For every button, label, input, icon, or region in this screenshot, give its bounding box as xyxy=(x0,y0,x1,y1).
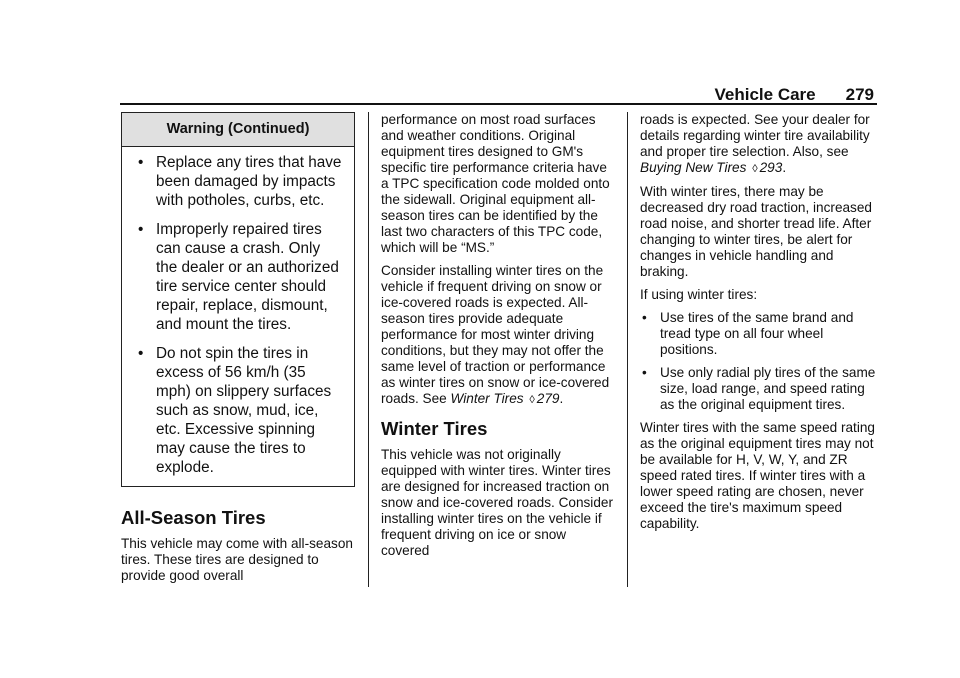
winter-intro: This vehicle was not originally equipped with winter tires. Winter tires are designed for increased traction on snow and ice-covered roads. Consider installing winter tires on the vehicle if frequent driving on ice or snow covered xyxy=(381,447,613,558)
all-season-continued: performance on most road surfaces and weather conditions. Original equipment tires designed to GM's specific tire performance criteria have a TPC specification code molded onto the sidewall. Original equipment all-season tires can be identified by the last two characters of this TPC code, which will be “MS.” xyxy=(381,112,610,255)
column-1 xyxy=(121,112,357,591)
bullet-icon: • xyxy=(138,221,144,238)
section-title: Vehicle Care xyxy=(714,85,816,104)
all-season-consider: Consider installing winter tires on the vehicle if frequent driving on snow or ice-covered roads is expected. All-season tires provide adequate performance for most winter driving conditions, but they may not offer the same level of traction or performance as winter tires on snow or ice-covered roads. See Winter Tires ◊ 279. xyxy=(381,263,610,406)
winter-para-4: Winter tires with the same speed rating as the original equipment tires may not be available for H, V, W, Y, and ZR speed rated tires. If winter tires with a lower speed rating are chosen, never exceed the tire's maximum speed capability. xyxy=(640,420,875,531)
xref-buying-new-tires-link[interactable]: Buying New Tires xyxy=(640,160,747,175)
warning-title: Warning (Continued) xyxy=(122,113,354,147)
page-number: 279 xyxy=(845,85,874,104)
all-season-heading: All-Season Tires xyxy=(121,507,266,528)
warning-item-text: Do not spin the tires in excess of 56 km/h (35 mph) on slippery surfaces such as snow, mud, ice, etc. Excessive spinning may cause the tires to explode. xyxy=(156,345,332,476)
warning-box xyxy=(121,112,355,487)
column-divider xyxy=(368,112,369,587)
warning-item xyxy=(134,220,342,334)
winter-para-3: If using winter tires: xyxy=(640,287,758,302)
warning-body xyxy=(122,147,354,486)
xref-page-279[interactable]: 279 xyxy=(536,391,560,406)
bullet-icon: • xyxy=(642,365,647,380)
winter-tires-heading: Winter Tires xyxy=(381,418,488,439)
xref-arrow-icon: ◊ xyxy=(529,394,535,406)
list-item-text: Use tires of the same brand and tread type on all four wheel positions. xyxy=(660,310,854,357)
list-item xyxy=(640,365,880,413)
bullet-icon: • xyxy=(138,154,144,171)
bullet-icon: • xyxy=(642,310,647,325)
list-item xyxy=(640,310,880,358)
winter-para-2: With winter tires, there may be decreased dry road traction, increased road noise, and shorter tread life. After changing to winter tires, be alert for changes in vehicle handling and braking. xyxy=(640,184,872,279)
xref-arrow-icon: ◊ xyxy=(752,163,758,175)
list-item-text: Use only radial ply tires of the same size, load range, and speed rating as the original equipment tires. xyxy=(660,365,876,412)
column-2 xyxy=(381,112,613,566)
warning-item xyxy=(134,344,342,477)
column-3 xyxy=(640,112,880,539)
all-season-intro: This vehicle may come with all-season tires. These tires are designed to provide good overall xyxy=(121,536,353,583)
winter-continued: roads is expected. See your dealer for details regarding winter tire availability and proper tire selection. Also, see Buying New Tires ◊ 293. xyxy=(640,112,870,175)
xref-page-293[interactable]: 293 xyxy=(759,160,783,175)
warning-item-text: Replace any tires that have been damaged by impacts with potholes, curbs, etc. xyxy=(156,154,342,209)
warning-item-text: Improperly repaired tires can cause a crash. Only the dealer or an authorized tire service center should repair, replace, dismount, and mount the tires. xyxy=(156,221,339,333)
xref-winter-tires-link[interactable]: Winter Tires xyxy=(450,391,524,406)
header-rule xyxy=(120,103,877,105)
column-divider xyxy=(627,112,628,587)
bullet-icon: • xyxy=(138,345,144,362)
warning-item xyxy=(134,153,342,210)
